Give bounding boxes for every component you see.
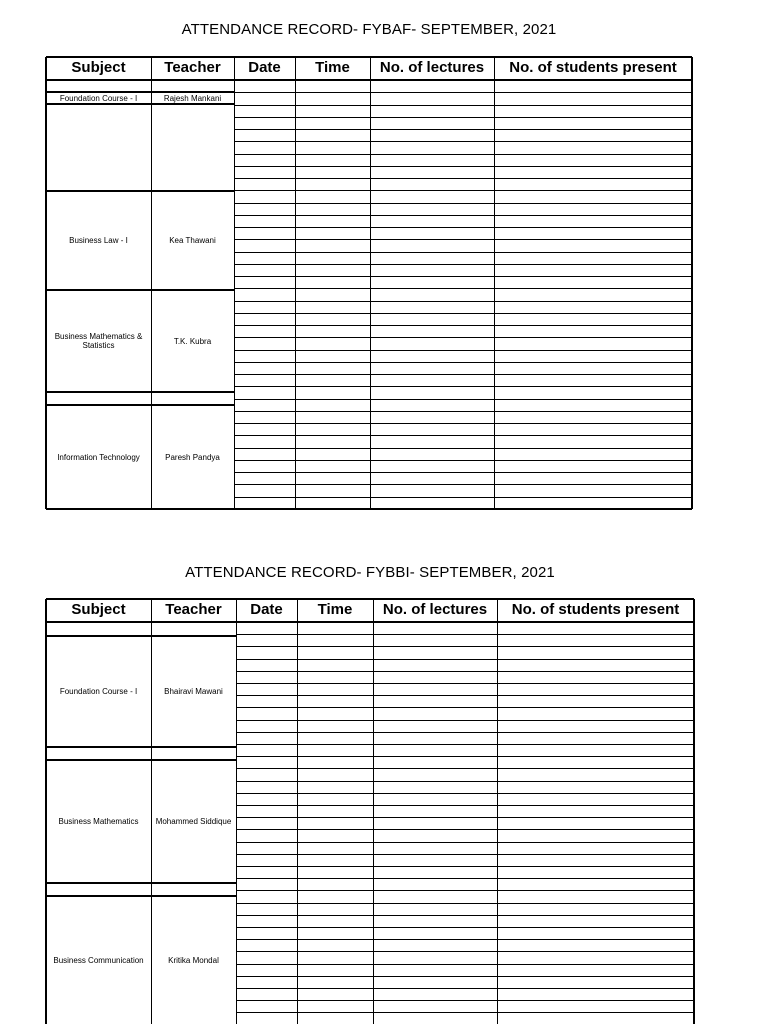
row-line — [234, 239, 692, 240]
teacher-cell: Kea Thawani — [169, 236, 216, 245]
row-line — [236, 878, 694, 879]
subject-cell: Business Communication — [53, 955, 144, 965]
row-line — [236, 829, 694, 830]
row-line — [236, 915, 694, 916]
column-header-no-of-students-present: No. of students present — [509, 59, 677, 76]
row-line — [234, 276, 692, 277]
row-line — [234, 154, 692, 155]
table-right-border — [691, 57, 693, 509]
row-line — [234, 350, 692, 351]
row-line — [236, 720, 694, 721]
row-line — [234, 472, 692, 473]
column-header-date: Date — [250, 601, 283, 618]
row-line — [234, 411, 692, 412]
row-line — [236, 805, 694, 806]
teacher-cell: Kritika Mondal — [168, 955, 219, 965]
row-line — [234, 215, 692, 216]
row-line — [234, 448, 692, 449]
row-line — [236, 671, 694, 672]
row-line — [234, 105, 692, 106]
subject-cell: Business Mathematics — [58, 817, 139, 826]
row-line — [236, 964, 694, 965]
column-divider — [497, 599, 498, 1024]
row-line — [234, 386, 692, 387]
row-line — [234, 190, 692, 191]
column-divider — [370, 57, 371, 509]
row-line — [236, 659, 694, 660]
row-line — [236, 646, 694, 647]
table-right-border — [693, 599, 695, 1024]
subject-cell: Foundation Course - I — [59, 93, 138, 103]
row-line — [236, 756, 694, 757]
row-line — [234, 435, 692, 436]
row-line — [236, 781, 694, 782]
row-line — [234, 227, 692, 228]
row-line — [234, 484, 692, 485]
row-line — [236, 988, 694, 989]
row-line — [234, 325, 692, 326]
column-header-teacher: Teacher — [164, 59, 221, 76]
row-line — [234, 497, 692, 498]
row-line — [236, 854, 694, 855]
teacher-cell: Paresh Pandya — [165, 452, 220, 462]
row-line — [234, 129, 692, 130]
column-header-no-of-lectures: No. of lectures — [382, 601, 488, 618]
row-line — [234, 423, 692, 424]
row-line — [236, 732, 694, 733]
table-title: ATTENDANCE RECORD- FYBAF- SEPTEMBER, 2021 — [181, 21, 557, 38]
row-line — [234, 301, 692, 302]
row-line — [236, 976, 694, 977]
row-line — [234, 337, 692, 338]
teacher-cell: T.K. Kubra — [173, 336, 212, 346]
row-line — [236, 842, 694, 843]
subject-cell: Foundation Course - I — [59, 687, 138, 696]
row-line — [236, 768, 694, 769]
row-line — [236, 817, 694, 818]
teacher-cell: Bhairavi Mawani — [164, 687, 223, 696]
row-line — [234, 252, 692, 253]
row-line — [236, 634, 694, 635]
column-header-no-of-lectures: No. of lectures — [379, 59, 485, 76]
row-line — [234, 362, 692, 363]
subject-cell: Information Technology — [57, 452, 140, 462]
row-line — [234, 374, 692, 375]
row-line — [234, 460, 692, 461]
column-divider — [297, 599, 298, 1024]
column-header-no-of-students-present: No. of students present — [511, 601, 680, 618]
row-line — [236, 890, 694, 891]
row-line — [236, 927, 694, 928]
column-divider — [494, 57, 495, 509]
row-line — [236, 744, 694, 745]
row-line — [236, 903, 694, 904]
row-line — [234, 313, 692, 314]
group-separator — [46, 79, 234, 81]
row-line — [236, 793, 694, 794]
row-line — [234, 117, 692, 118]
row-line — [234, 178, 692, 179]
column-divider — [295, 57, 296, 509]
column-header-date: Date — [248, 59, 281, 76]
row-line — [236, 951, 694, 952]
row-line — [236, 1000, 694, 1001]
column-header-subject: Subject — [71, 601, 126, 618]
teacher-cell: Rajesh Mankani — [163, 93, 222, 103]
row-line — [236, 939, 694, 940]
row-line — [234, 166, 692, 167]
subject-cell: Business Law - I — [69, 236, 128, 245]
teacher-cell: Mohammed Siddique — [155, 817, 232, 826]
row-line — [234, 141, 692, 142]
row-line — [236, 1012, 694, 1013]
row-line — [234, 264, 692, 265]
row-line — [236, 707, 694, 708]
row-line — [234, 288, 692, 289]
row-line — [236, 683, 694, 684]
row-line — [236, 866, 694, 867]
column-header-teacher: Teacher — [165, 601, 222, 618]
row-line — [234, 92, 692, 93]
row-line — [234, 203, 692, 204]
column-header-time: Time — [317, 601, 353, 618]
row-line — [234, 80, 692, 81]
row-line — [234, 399, 692, 400]
group-separator — [46, 621, 236, 623]
column-divider — [373, 599, 374, 1024]
table-title: ATTENDANCE RECORD- FYBBI- SEPTEMBER, 2021 — [185, 564, 555, 581]
row-line — [236, 695, 694, 696]
row-line — [236, 622, 694, 623]
subject-cell: Business Mathematics & Statistics — [54, 332, 143, 350]
column-header-subject: Subject — [71, 59, 126, 76]
column-header-time: Time — [315, 59, 350, 76]
